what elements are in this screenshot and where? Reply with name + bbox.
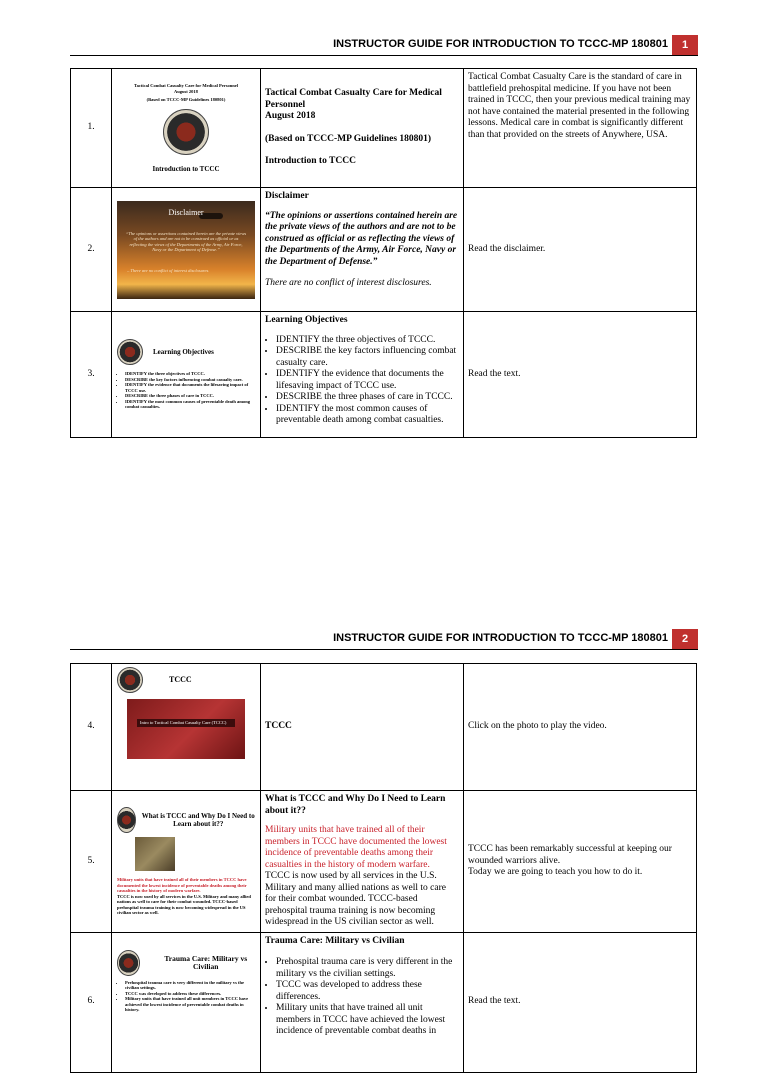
notes-cell: Click on the photo to play the video. bbox=[464, 664, 697, 791]
list-item: • TCCC was developed to address these differences. bbox=[276, 980, 459, 1003]
slide-date: August 2018 bbox=[174, 88, 198, 94]
slide-title: Disclaimer bbox=[168, 207, 204, 217]
list-item: • Military units that have trained all unit members in TCCC have achieved the lowest incidence of preventable combat deaths in history. bbox=[125, 996, 255, 1013]
slide-thumbnail bbox=[112, 69, 261, 188]
notes-cell: Read the disclaimer. bbox=[464, 188, 697, 312]
content-title: What is TCCC and Why Do I Need to Learn about it?? bbox=[265, 794, 446, 816]
guide-table-page-1 bbox=[70, 68, 697, 438]
page-number-badge: 1 bbox=[672, 35, 698, 55]
content-foot: There are no conflict of interest disclosures. bbox=[265, 278, 432, 288]
table-row bbox=[71, 791, 697, 933]
table-row bbox=[71, 188, 697, 312]
table-row bbox=[71, 932, 697, 1072]
list-item: • IDENTIFY the three objectives of TCCC. bbox=[276, 335, 459, 347]
row-number: 5. bbox=[71, 791, 112, 933]
content-title: Learning Objectives bbox=[265, 315, 348, 325]
content-cell bbox=[261, 188, 464, 312]
header-title: INSTRUCTOR GUIDE FOR INTRODUCTION TO TCCC-MP 180801 bbox=[333, 38, 668, 50]
guide-table-page-2 bbox=[70, 663, 697, 1073]
slide-red-text: Military units that have trained all of their members in TCCC have documented the lowest incidence of preventable deaths among their casualties in the history of modern warfare. bbox=[117, 877, 247, 894]
video-label: Intro to Tactical Combat Casualty Care (TCCC) bbox=[137, 719, 235, 727]
notes-cell: Tactical Combat Casualty Care is the standard of care in battlefield prehospital medicine. If you have not been trained in TCCC, then your previous medical training may not have contained the material presented in the following lessons. Medical care in combat is significantly different than that provided on the streets of Anywhere, USA. bbox=[464, 69, 697, 188]
content-cell bbox=[261, 312, 464, 438]
row-number: 6. bbox=[71, 932, 112, 1072]
content-date: August 2018 bbox=[265, 111, 316, 122]
slide-bullets bbox=[117, 980, 255, 1013]
table-row bbox=[71, 312, 697, 438]
list-item: • TCCC was developed to address these differences. bbox=[125, 991, 255, 997]
notes-cell: Read the text. bbox=[464, 932, 697, 1072]
content-cell bbox=[261, 664, 464, 791]
slide-title: Tactical Combat Casualty Care for Medical Personnel bbox=[134, 83, 238, 88]
slide-title: Trauma Care: Military vs Civilian bbox=[164, 953, 248, 971]
video-thumbnail[interactable] bbox=[127, 699, 245, 759]
slide-title: TCCC bbox=[169, 675, 192, 684]
disclaimer-slide-image bbox=[117, 201, 255, 299]
content-title: Disclaimer bbox=[265, 191, 309, 201]
list-item: • IDENTIFY the evidence that documents the lifesaving impact of TCCC use. bbox=[276, 369, 459, 392]
list-item: • IDENTIFY the most common causes of preventable death among combat casualties. bbox=[276, 404, 459, 427]
seal-icon bbox=[117, 807, 136, 833]
header-title: INSTRUCTOR GUIDE FOR INTRODUCTION TO TCCC-MP 180801 bbox=[333, 632, 668, 644]
list-item: • IDENTIFY the three objectives of TCCC. bbox=[125, 371, 255, 377]
content-body: TCCC is now used by all services in the U.S. Military and many allied nations as well to care for their combat wounded. TCCC-based prehospital trauma training is now becoming widespread in the US civilian sector as well. bbox=[265, 871, 446, 927]
page-header-1 bbox=[70, 35, 698, 56]
slide-thumbnail bbox=[112, 791, 261, 933]
table-row bbox=[71, 664, 697, 791]
row-number: 4. bbox=[71, 664, 112, 791]
content-title: TCCC bbox=[265, 721, 292, 732]
content-title: Tactical Combat Casualty Care for Medical Personnel bbox=[265, 88, 442, 110]
list-item: • Prehospital trauma care is very different in the military vs the civilian settings. bbox=[276, 957, 459, 980]
list-item: • Military units that have trained all unit members in TCCC have achieved the lowest incidence of preventable combat deaths in bbox=[276, 1003, 459, 1038]
content-cell bbox=[261, 69, 464, 188]
content-bullets bbox=[265, 957, 459, 1038]
seal-icon bbox=[117, 339, 143, 365]
slide-bullets bbox=[117, 371, 255, 410]
page-header-2 bbox=[70, 629, 698, 650]
list-item: • IDENTIFY the evidence that documents the lifesaving impact of TCCC use. bbox=[125, 382, 255, 393]
content-bullets bbox=[265, 335, 459, 427]
notes-cell: Read the text. bbox=[464, 312, 697, 438]
row-number: 2. bbox=[71, 188, 112, 312]
list-item: • DESCRIBE the three phases of care in TCCC. bbox=[125, 393, 255, 399]
list-item: • DESCRIBE the key factors influencing combat casualty care. bbox=[276, 346, 459, 369]
slide-body: TCCC is now used by all services in the U.S. Military and many allied nations as well to care for their combat wounded. TCCC-based prehospital trauma training is now becoming widespread in the US civilian sector as well. bbox=[117, 893, 251, 916]
table-row bbox=[71, 69, 697, 188]
content-cell bbox=[261, 932, 464, 1072]
slide-thumbnail bbox=[112, 312, 261, 438]
content-cell bbox=[261, 791, 464, 933]
list-item: • DESCRIBE the three phases of care in TCCC. bbox=[276, 392, 459, 404]
slide-quote: “The opinions or assertions contained herein are the private views of the authors and are not to be construed as official or as reflecting the views of the Departments of the Army, Air Force, Navy or the Department of Defense.” bbox=[125, 230, 247, 252]
list-item: • IDENTIFY the most common causes of preventable death among combat casualties. bbox=[125, 399, 255, 410]
slide-title: Learning Objectives bbox=[153, 348, 214, 357]
slide-thumbnail bbox=[112, 932, 261, 1072]
notes-text-2: Today we are going to teach you how to do it. bbox=[468, 867, 643, 877]
list-item: • DESCRIBE the key factors influencing combat casualty care. bbox=[125, 377, 255, 383]
content-intro: Introduction to TCCC bbox=[265, 156, 356, 167]
slide-thumbnail bbox=[112, 188, 261, 312]
slide-based: (Based on TCCC-MP Guidelines 180801) bbox=[146, 97, 226, 102]
slide-intro: Introduction to TCCC bbox=[152, 165, 220, 173]
slide-foot: – There are no conflict of interest disclosures. bbox=[127, 267, 210, 273]
notes-cell bbox=[464, 791, 697, 933]
notes-text: TCCC has been remarkably successful at keeping our wounded warriors alive. bbox=[468, 844, 672, 866]
seal-icon bbox=[163, 109, 209, 155]
row-number: 1. bbox=[71, 69, 112, 188]
seal-icon bbox=[117, 950, 140, 976]
list-item: • Prehospital trauma care is very different in the military vs the civilian settings. bbox=[125, 980, 255, 991]
slide-thumbnail bbox=[112, 664, 261, 791]
soldiers-photo bbox=[135, 837, 175, 871]
row-number: 3. bbox=[71, 312, 112, 438]
content-based: (Based on TCCC-MP Guidelines 180801) bbox=[265, 133, 432, 144]
content-title: Trauma Care: Military vs Civilian bbox=[265, 935, 405, 946]
page-number-badge: 2 bbox=[672, 629, 698, 649]
content-quote: “The opinions or assertions contained herein are the private views of the authors and are not to be construed as official or as reflecting the views of the Departments of the Army, Air Force, Navy or the Department of Defense.” bbox=[265, 210, 458, 267]
content-red-text: Military units that have trained all of their members in TCCC have documented the lowest incidence of preventable deaths among their casualties in the history of modern warfare. bbox=[265, 825, 447, 870]
slide-title: What is TCCC and Why Do I Need to Learn about it?? bbox=[141, 811, 255, 828]
seal-icon bbox=[117, 667, 143, 693]
